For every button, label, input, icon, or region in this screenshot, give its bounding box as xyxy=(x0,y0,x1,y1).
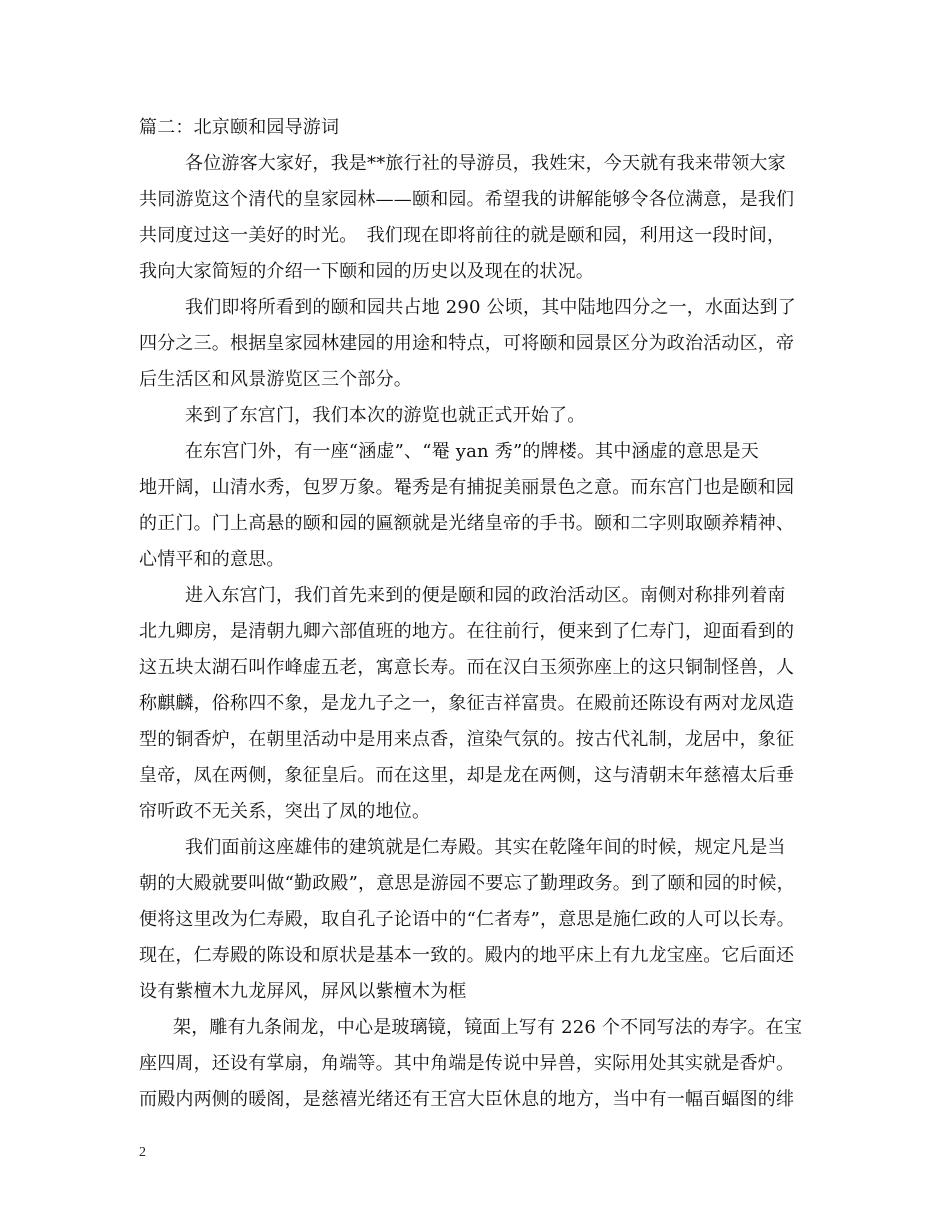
paragraph-line: 心情平和的意思。 xyxy=(139,549,285,570)
paragraph-line: 朝的大殿就要叫做“勤政殿”，意思是游园不要忘了勤理政务。到了颐和园的时候， xyxy=(139,873,795,894)
paragraph-line: 皇帝，凤在两侧，象征皇后。而在这里，却是龙在两侧，这与清朝末年慈禧太后垂 xyxy=(139,765,795,786)
paragraph-line: 设有紫檀木九龙屏风，屏风以紫檀木为框 xyxy=(139,981,467,1002)
paragraph-line: 称麒麟，俗称四不象，是龙九子之一，象征吉祥富贵。在殿前还陈设有两对龙凤造 xyxy=(139,693,795,714)
paragraph-line: 架，雕有九条闹龙，中心是玻璃镜，镜面上写有 226 个不同写法的寿字。在宝 xyxy=(173,1017,803,1038)
paragraph-line: 我们面前这座雄伟的建筑就是仁寿殿。其实在乾隆年间的时候，规定凡是当 xyxy=(185,837,786,858)
paragraph-line: 共同游览这个清代的皇家园林——颐和园。希望我的讲解能够令各位满意，是我们 xyxy=(139,189,795,210)
paragraph-line: 型的铜香炉，在朝里活动中是用来点香，渲染气氛的。按古代礼制，龙居中，象征 xyxy=(139,729,795,750)
paragraph-line: 地开阔，山清水秀，包罗万象。罨秀是有捕捉美丽景色之意。而东宫门也是颐和园 xyxy=(139,477,795,498)
paragraph-line: 我们即将所看到的颐和园共占地 290 公顷，其中陆地四分之一，水面达到了 xyxy=(185,297,796,318)
paragraph-line: 座四周，还设有掌扇，角端等。其中角端是传说中异兽，实际用处其实就是香炉。 xyxy=(139,1053,795,1074)
paragraph-line: 共同度过这一美好的时光。 我们现在即将前往的就是颐和园，利用这一段时间， xyxy=(139,225,786,246)
paragraph-line: 进入东宫门，我们首先来到的便是颐和园的政治活动区。南侧对称排列着南 xyxy=(185,585,786,606)
paragraph-line: 各位游客大家好，我是**旅行社的导游员，我姓宋，今天就有我来带领大家 xyxy=(185,153,786,174)
paragraph-line: 后生活区和风景游览区三个部分。 xyxy=(139,369,412,390)
page-number: 2 xyxy=(139,1145,146,1160)
paragraph-line: 来到了东宫门，我们本次的游览也就正式开始了。 xyxy=(185,405,586,426)
paragraph-line: 现在，仁寿殿的陈设和原状是基本一致的。殿内的地平床上有九龙宝座。它后面还 xyxy=(139,945,795,966)
paragraph-line: 四分之三。根据皇家园林建园的用途和特点，可将颐和园景区分为政治活动区，帝 xyxy=(139,333,795,354)
document-title: 篇二：北京颐和园导游词 xyxy=(139,117,340,138)
paragraph-line: 而殿内两侧的暖阁，是慈禧光绪还有王宫大臣休息的地方，当中有一幅百蝠图的绯 xyxy=(139,1089,795,1110)
paragraph-line: 北九卿房，是清朝九卿六部值班的地方。在往前行，便来到了仁寿门，迎面看到的 xyxy=(139,621,795,642)
paragraph-line: 帘听政不无关系，突出了凤的地位。 xyxy=(139,801,431,822)
paragraph-line: 便将这里改为仁寿殿，取自孔子论语中的“仁者寿”，意思是施仁政的人可以长寿。 xyxy=(139,909,795,930)
paragraph-line: 的正门。门上高悬的颐和园的匾额就是光绪皇帝的手书。颐和二字则取颐养精神、 xyxy=(139,513,795,534)
paragraph-line: 在东宫门外，有一座“涵虚”、“罨 yan 秀”的牌楼。其中涵虚的意思是天 xyxy=(185,441,759,462)
paragraph-line: 这五块太湖石叫作峰虚五老，寓意长寿。而在汉白玉须弥座上的这只铜制怪兽，人 xyxy=(139,657,795,678)
paragraph-line: 我向大家简短的介绍一下颐和园的历史以及现在的状况。 xyxy=(139,261,594,282)
